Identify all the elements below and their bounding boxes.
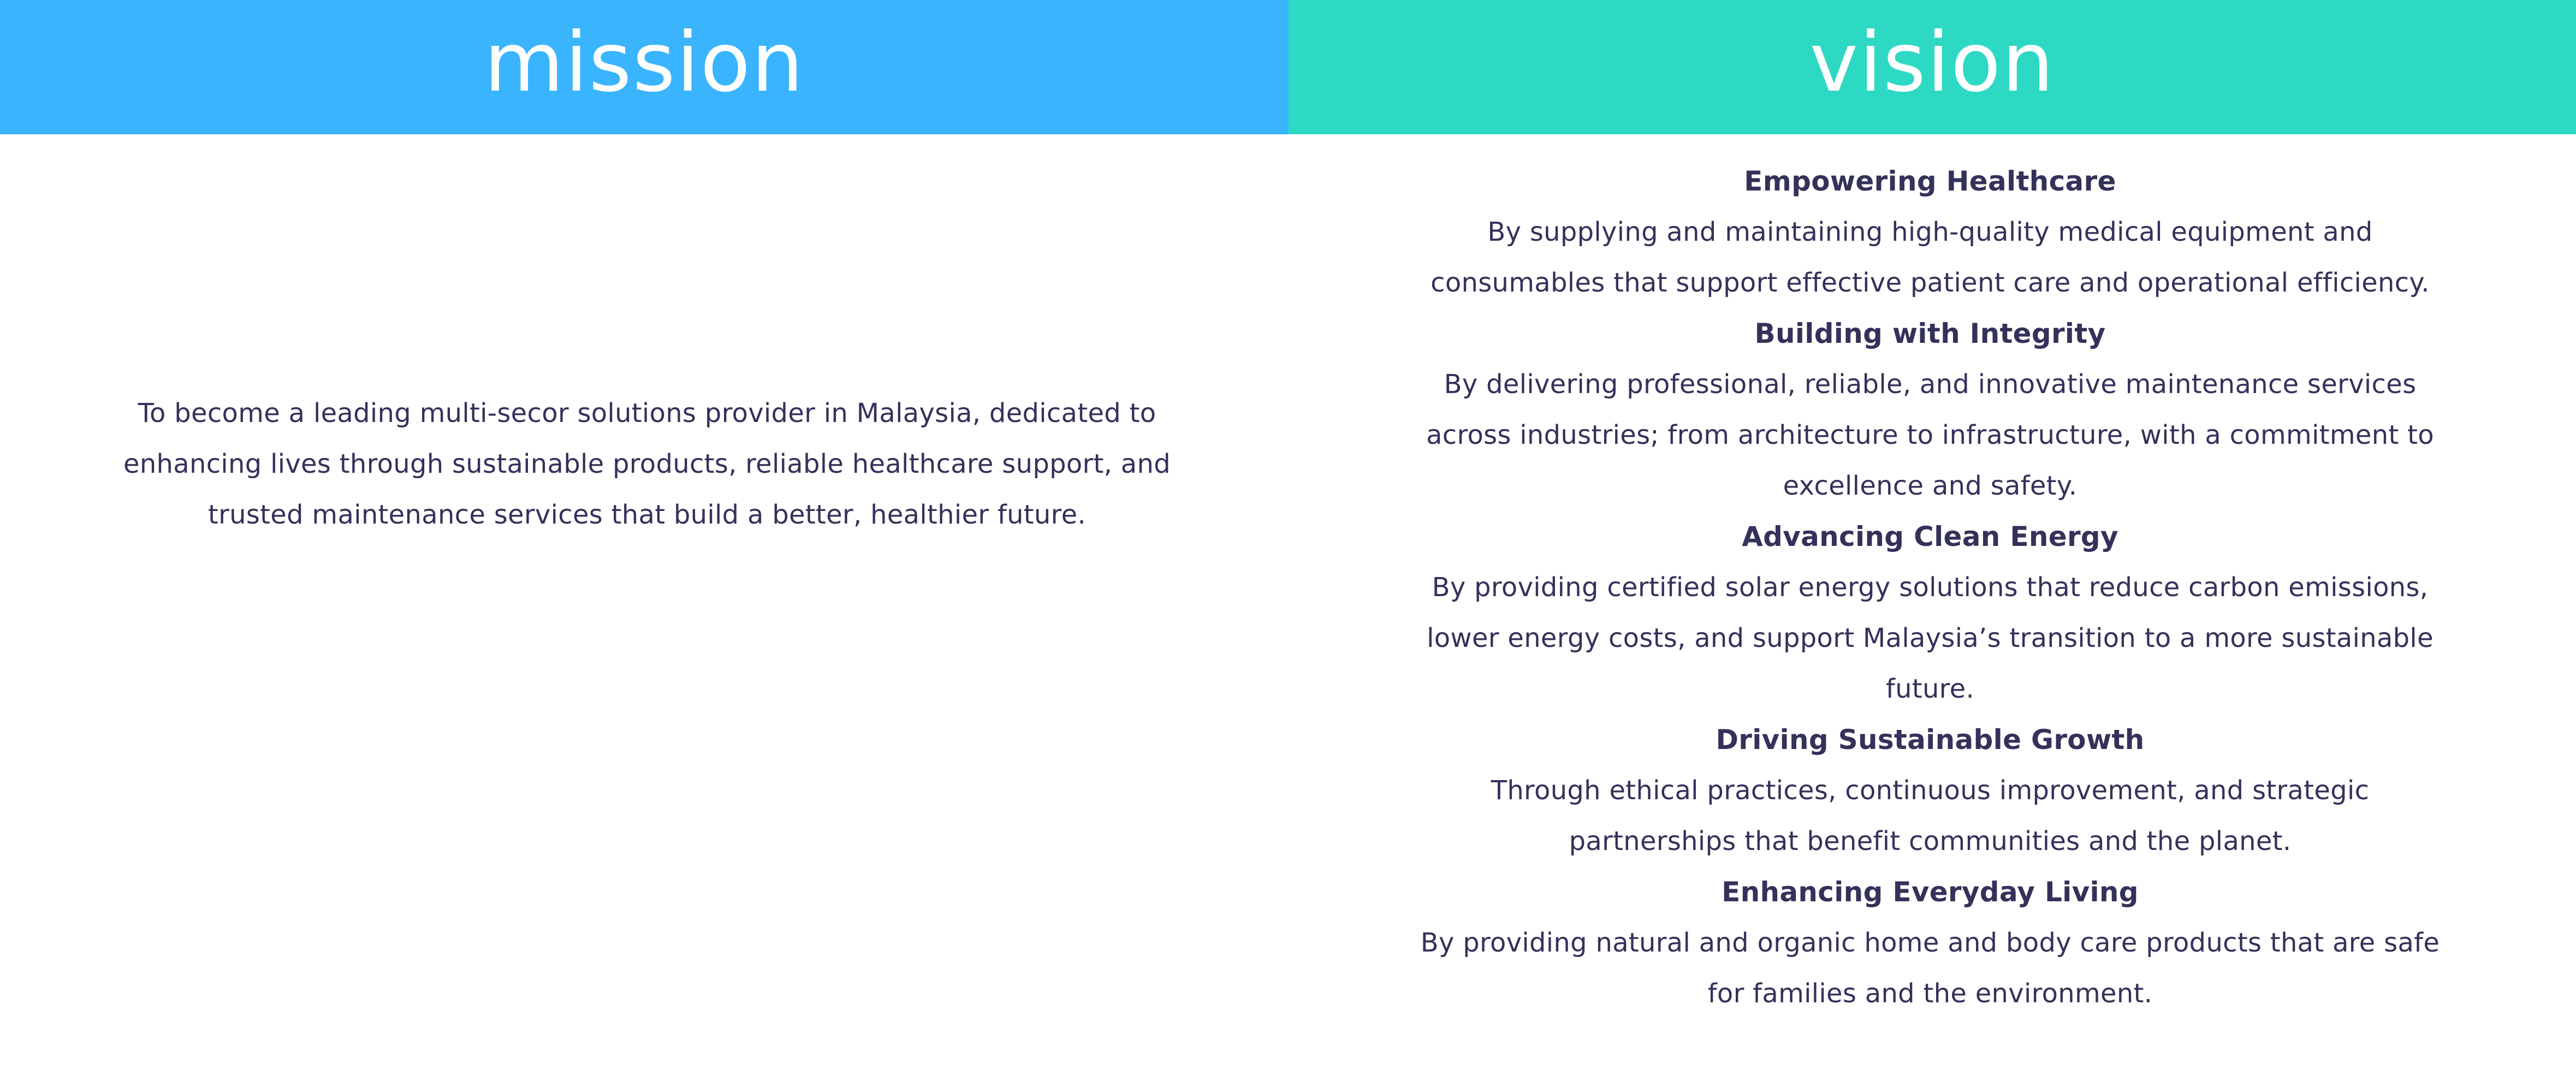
vision-item-sustainable-growth [1420, 715, 2441, 867]
vision-list [1420, 156, 2441, 1019]
mission-header [0, 0, 1289, 134]
vision-item-clean-energy [1420, 512, 2441, 715]
vision-item-text: By providing certified solar energy solutions that reduce carbon emissions, lower energy costs, and support Malaysia’s transition to a more sustainable future. [1427, 572, 2433, 704]
mission-title: mission [484, 15, 805, 110]
vision-item-healthcare [1420, 156, 2441, 308]
vision-item-heading: Driving Sustainable Growth [1716, 724, 2145, 756]
vision-item-text: By providing natural and organic home and body care products that are safe for families and the environment. [1420, 928, 2440, 1009]
vision-item-heading: Advancing Clean Energy [1742, 521, 2118, 552]
vision-item-integrity [1420, 308, 2441, 512]
vision-item-text: By supplying and maintaining high-quality medical equipment and consumables that support effective patient care and operational efficiency. [1431, 217, 2430, 298]
vision-item-heading: Empowering Healthcare [1744, 165, 2116, 197]
vision-item-text: By delivering professional, reliable, and innovative maintenance services across industries; from architecture to infrastructure, with a commitment to excellence and safety. [1426, 369, 2434, 501]
vision-item-everyday-living [1420, 867, 2441, 1019]
vision-title: vision [1809, 15, 2055, 110]
vision-item-heading: Enhancing Everyday Living [1722, 876, 2139, 908]
mission-statement: To become a leading multi-secor solutions provider in Malaysia, dedicated to enhancing lives through sustainable products, reliable healthcare support, and trusted maintenance services that build a better, healthier future. [123, 398, 1171, 530]
vision-header [1289, 0, 2576, 134]
vision-item-text: Through ethical practices, continuous improvement, and strategic partnerships that benefit communities and the planet. [1491, 775, 2370, 857]
vision-item-heading: Building with Integrity [1754, 318, 2106, 349]
